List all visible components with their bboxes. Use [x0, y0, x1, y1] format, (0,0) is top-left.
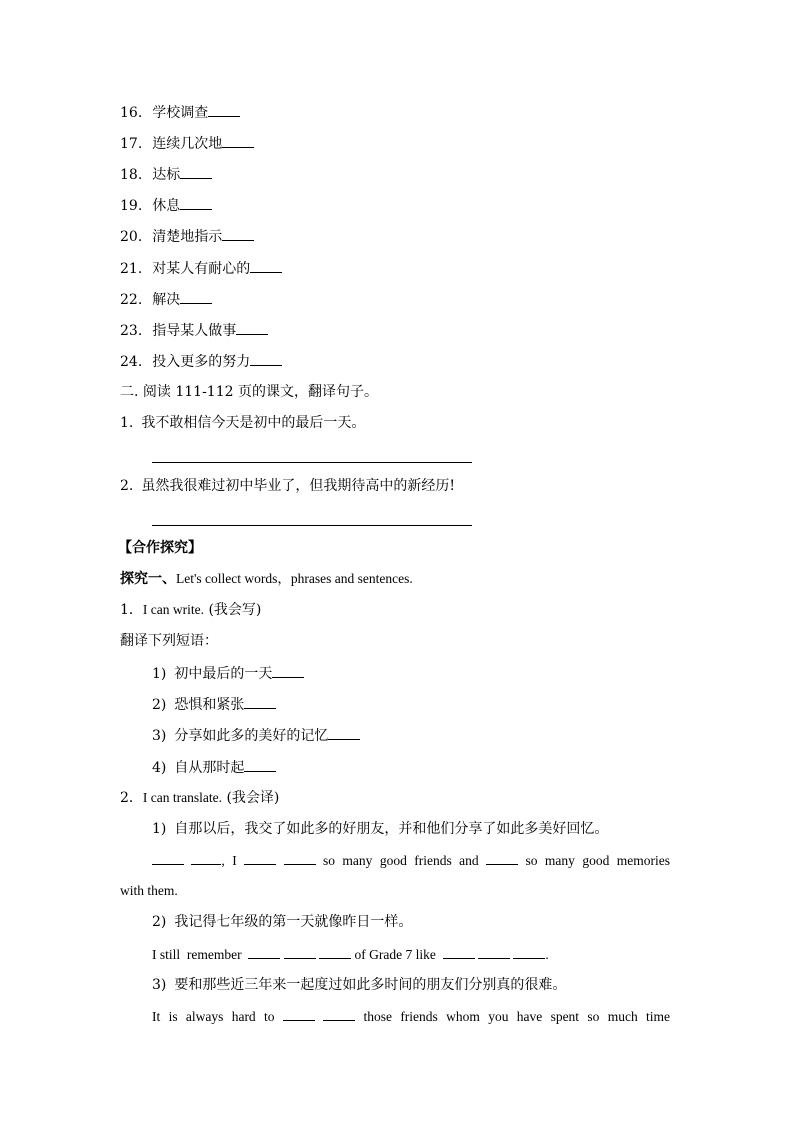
- list-item: 21. 对某人有耐心的: [120, 258, 282, 278]
- answer-blank[interactable]: [284, 944, 316, 959]
- answer-blank[interactable]: [222, 226, 254, 241]
- list-item: 24. 投入更多的努力: [120, 351, 282, 371]
- answer-blank[interactable]: [284, 850, 316, 865]
- list-item: 16. 学校调查: [120, 102, 240, 122]
- answer-blank[interactable]: [236, 320, 268, 335]
- list-item: 19. 休息: [120, 195, 212, 215]
- answer-line[interactable]: [152, 462, 472, 463]
- translate-item-cn: 2) 我记得七年级的第一天就像昨日一样。: [152, 914, 413, 930]
- list-item: 1) 初中最后的一天: [152, 663, 304, 683]
- answer-blank[interactable]: [244, 850, 276, 865]
- translate-item-en: , I so many good friends and so many good memories: [152, 850, 670, 870]
- answer-blank[interactable]: [208, 102, 240, 117]
- answer-blank[interactable]: [180, 195, 212, 210]
- answer-blank[interactable]: [222, 133, 254, 148]
- sentence-item: 2. 虽然我很难过初中毕业了，但我期待高中的新经历!: [120, 478, 455, 494]
- write-heading: 1．I can write. (我会写): [120, 602, 262, 618]
- translate-item-en: I still remember of Grade 7 like .: [152, 944, 549, 964]
- answer-blank[interactable]: [443, 944, 475, 959]
- answer-blank[interactable]: [250, 258, 282, 273]
- list-item: 17. 连续几次地: [120, 133, 254, 153]
- answer-line[interactable]: [152, 525, 472, 526]
- answer-blank[interactable]: [513, 944, 545, 959]
- answer-blank[interactable]: [250, 351, 282, 366]
- answer-blank[interactable]: [486, 850, 518, 865]
- answer-blank[interactable]: [180, 164, 212, 179]
- list-item: 3) 分享如此多的美好的记忆: [152, 725, 360, 745]
- translate-item-cn: 1) 自那以后，我交了如此多的好朋友，并和他们分享了如此多美好回忆。: [152, 821, 609, 837]
- translate-heading: 2．I can translate. (我会译): [120, 790, 280, 806]
- write-instruction: 翻译下列短语：: [120, 633, 218, 649]
- answer-blank[interactable]: [478, 944, 510, 959]
- answer-blank[interactable]: [180, 289, 212, 304]
- answer-blank[interactable]: [191, 850, 221, 865]
- answer-blank[interactable]: [248, 944, 280, 959]
- answer-blank[interactable]: [319, 944, 351, 959]
- translate-item-en-cont: with them.: [120, 883, 178, 898]
- translate-item-en: It is always hard to those friends whom you have spent so much time: [152, 1006, 670, 1026]
- answer-blank[interactable]: [244, 694, 276, 709]
- translate-item-cn: 3) 要和那些近三年来一起度过如此多时间的朋友们分别真的很难。: [152, 977, 567, 993]
- list-item: 23. 指导某人做事: [120, 320, 268, 340]
- answer-blank[interactable]: [323, 1006, 355, 1021]
- list-item: 2) 恐惧和紧张: [152, 694, 276, 714]
- list-item: 20. 清楚地指示: [120, 226, 254, 246]
- answer-blank[interactable]: [283, 1006, 315, 1021]
- sentence-item: 1. 我不敢相信今天是初中的最后一天。: [120, 415, 366, 431]
- section-heading: 二. 阅读 111-112 页的课文，翻译句子。: [120, 384, 378, 400]
- list-item: 22. 解决: [120, 289, 212, 309]
- list-item: 4) 自从那时起: [152, 757, 276, 777]
- list-item: 18. 达标: [120, 164, 212, 184]
- answer-blank[interactable]: [152, 850, 184, 865]
- answer-blank[interactable]: [272, 663, 304, 678]
- cooperate-title: 【合作探究】: [118, 540, 202, 556]
- answer-blank[interactable]: [244, 757, 276, 772]
- explore-heading: 探究一、Let's collect words，phrases and sentences.: [120, 571, 413, 587]
- answer-blank[interactable]: [328, 725, 360, 740]
